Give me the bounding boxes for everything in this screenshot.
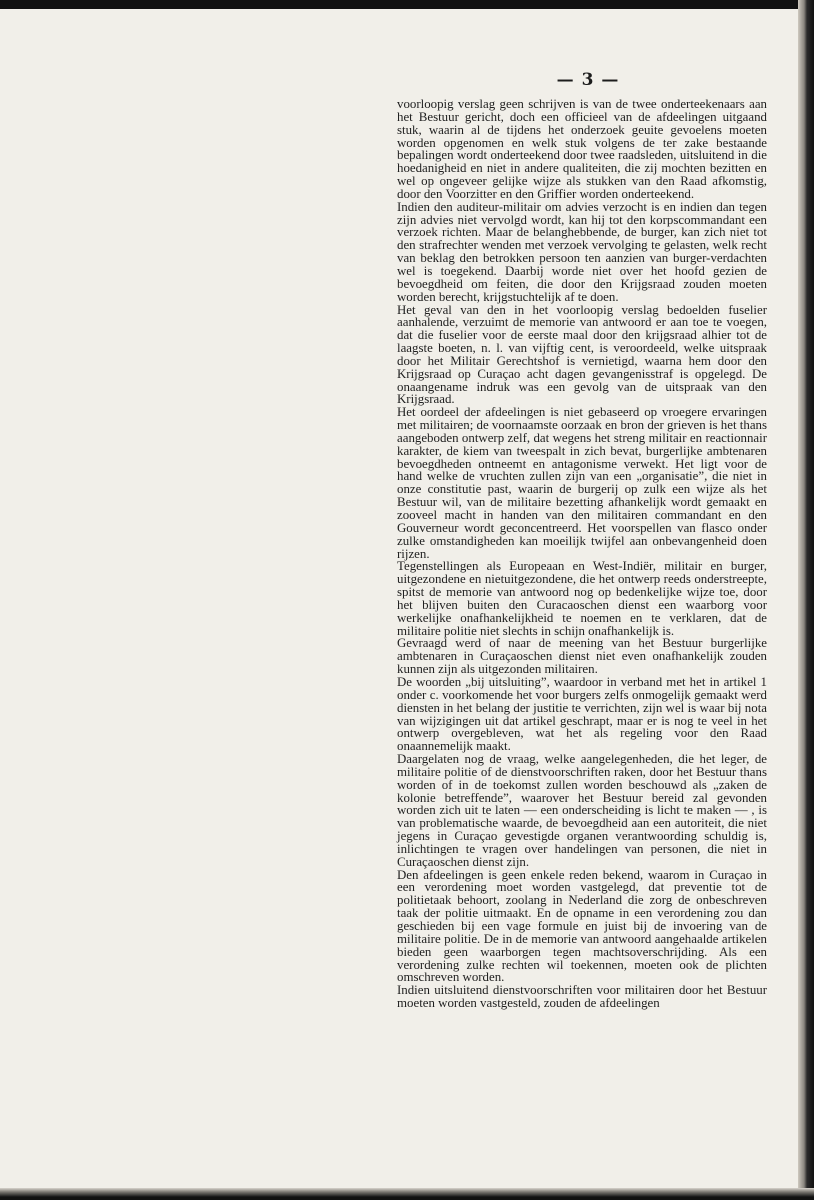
paragraph: Daargelaten nog de vraag, welke aangelegenheden, die het leger, de militaire politie of de dienstvoorschriften raken, door het Bestuur thans worden of in de toekomst zullen worden beschouwd als „zaken de kolonie betreffende”, waarover het Bestuur bereid zal gevonden worden zich uit te laten — een onderscheiding is licht te maken — , is van problematische waarde, de bevoegdheid aan een autoriteit, die niet jegens in Curaçao gevestigde organen verantwoording schuldig is, inlichtingen te vragen over handelingen van personen, die niet in Curaçaoschen dienst zijn. (397, 752, 767, 869)
body-text (397, 98, 767, 1010)
page-number: — 3 — (556, 70, 620, 90)
paragraph: Tegenstellingen als Europeaan en West-Indiër, militair en burger, uitgezondene en nietuitgezondene, die het ontwerp reeds onderstreepte, spitst de memorie van antwoord nog op bedenkelijke wijze toe, door het blijven buiten den Curacaoschen dienst een waarborg voor werkelijke onafhankelijkheid te noemen en te verklaren, dat de militaire politie niet slechts in schijn onafhankelijk is. (397, 559, 767, 638)
paragraph: voorloopig verslag geen schrijven is van de twee onderteekenaars aan het Bestuur gericht, doch een officieel van de afdeelingen uitgaand stuk, waarin al de tijdens het onderzoek geuite gevoelens moeten worden opgenomen en welk stuk volgens de ter zake bestaande bepalingen wordt onderteekend door twee raadsleden, uitsluitend in die hoedanigheid en niet in andere qualiteiten, die zij mochten bezitten en wel op ongeveer gelijke wijze als stukken van den Raad afkomstig, door den Voorzitter en den Griffier worden onderteekend. (397, 97, 767, 201)
paragraph: Indien uitsluitend dienstvoorschriften voor militairen door het Bestuur moeten worden vastgesteld, zouden de afdeelingen (397, 983, 767, 1011)
paragraph: Den afdeelingen is geen enkele reden bekend, waarom in Curaçao in een verordening moet worden vastgelegd, dat preventie tot de politietaak behoort, zoolang in Nederland die zorg de onbeschreven taak der politie uitmaakt. En de opname in een verordening zou dan geschieden bij een vage formule en juist bij de invoering van de militaire politie. De in de memorie van antwoord aangehaalde artikelen bieden geen waarborgen tegen machtsoverschrijding. Als een verordening zulke rechten wil toekennen, moeten ook de plichten omschreven worden. (397, 867, 767, 985)
paragraph: De woorden „bij uitsluiting”, waardoor in verband met het in artikel 1 onder c. voorkomende het voor burgers zelfs onmogelijk gemaakt werd diensten in het belang der justitie te verrichten, zijn wel is waar bij nota van wijzigingen uit dat artikel geschrapt, maar er is nog te veel in het ontwerp overgebleven, wat het als regeling voor den Raad onaannemelijk maakt. (397, 674, 767, 754)
paragraph: Het oordeel der afdeelingen is niet gebaseerd op vroegere ervaringen met militairen; de voornaamste oorzaak en bron der grieven is het thans aangeboden ontwerp zelf, dat wegens het streng militair en reactionnair karakter, de kiem van tweespalt in zich bevat, burgerlijke ambtenaren bevoegdheden ontneemt en antagonisme verwekt. Het ligt voor de hand welke de vruchten zullen zijn van een „organisatie”, die niet in onze constitutie past, waarin de burgerij op zulk een wijze als het Bestuur wil, van de militaire bezetting afhankelijk wordt gemaakt en zooveel macht in handen van den militairen commandant en den Gouverneur wordt geconcentreerd. Het voorspellen van flasco onder zulke omstandigheden kan moeilijk twijfel aan onbevangenheid doen rijzen. (397, 405, 767, 561)
scan-edge-top (0, 0, 814, 9)
paragraph: Gevraagd werd of naar de meening van het Bestuur burgerlijke ambtenaren in Curaçaoschen dienst niet even onafhankelijk zouden kunnen zijn als uitgezonden militairen. (397, 636, 767, 677)
scan-edge-right (798, 0, 814, 1200)
paragraph: Indien den auditeur-militair om advies verzocht is en indien dan tegen zijn advies niet vervolgd wordt, kan hij tot den korpscommandant een verzoek richten. Maar de belanghebbende, de burger, kan zich niet tot den strafrechter wenden met verzoek vervolging te gelasten, welk recht van beklag den betrokken persoon ten aanzien van burger-verdachten wel is toegekend. Daarbij worde niet over het hoofd gezien de bevoegdheid om feiten, die door den Krijgsraad zouden moeten worden berecht, krijgstuchtelijk af te doen. (397, 199, 767, 304)
paragraph: Het geval van den in het voorloopig verslag bedoelden fuselier aanhalende, verzuimt de memorie van antwoord er aan toe te voegen, dat die fuselier voor de eerste maal door den krijgsraad alhier tot de laagste boeten, n. l. van vijftig cent, is veroordeeld, welke uitspraak door het Militair Gerechtshof is vernietigd, waarna hem door den Krijgsraad op Curaçao acht dagen gevangenisstraf is opgelegd. De onaangename indruk was een gevolg van de uitspraak van den Krijgsraad. (397, 302, 767, 407)
scan-edge-bottom (0, 1188, 814, 1200)
